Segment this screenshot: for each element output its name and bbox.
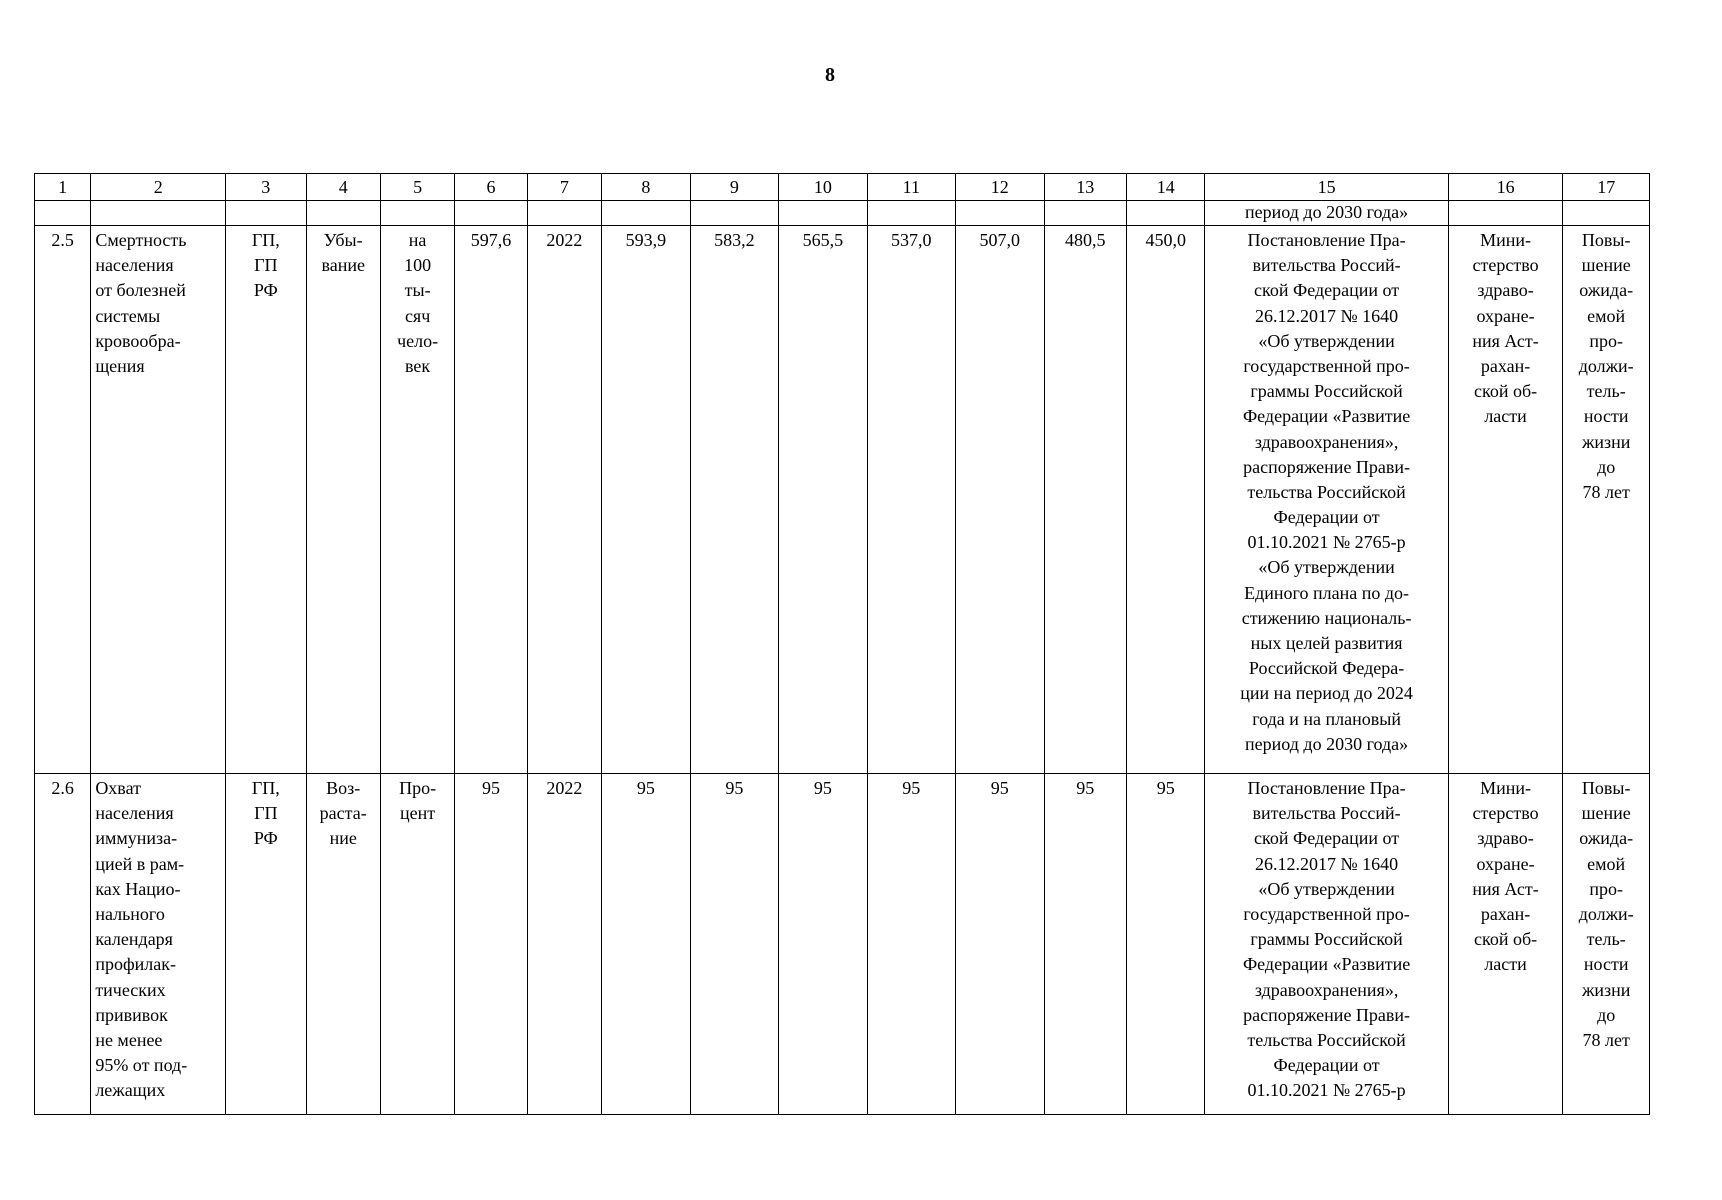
unit-line: Про- bbox=[399, 778, 437, 798]
legal-document-line: период до 2030 года» bbox=[1245, 733, 1409, 754]
legal-document-line: государственной про- bbox=[1243, 355, 1410, 376]
column-number-3: 3 bbox=[226, 174, 306, 201]
direction-line: ние bbox=[329, 828, 357, 849]
responsible-body-line: ласти bbox=[1484, 406, 1527, 427]
legal-document-line: «Об утверждении bbox=[1258, 557, 1395, 578]
legal-document bbox=[1205, 774, 1448, 1115]
indicator-name-line: цией в рам- bbox=[95, 853, 185, 874]
unit-line: 100 bbox=[404, 255, 432, 276]
source-type bbox=[226, 226, 306, 774]
direction-line: раста- bbox=[319, 803, 367, 824]
goal-line: про- bbox=[1589, 330, 1623, 351]
legal-document-line: государственной про- bbox=[1243, 903, 1410, 924]
responsible-body-line: ния Аст- bbox=[1472, 878, 1539, 899]
goal-line: тель- bbox=[1586, 929, 1626, 950]
empty-cell bbox=[1563, 201, 1650, 226]
column-number-9: 9 bbox=[690, 174, 778, 201]
goal-line: ожида- bbox=[1579, 280, 1634, 301]
legal-document-line: здравоохранения», bbox=[1254, 431, 1399, 452]
indicator-name bbox=[91, 226, 226, 774]
direction-line: вание bbox=[321, 255, 365, 276]
indicator-name-line: населения bbox=[95, 803, 174, 824]
responsible-body-line: ской об- bbox=[1474, 381, 1538, 402]
goal-line: шение bbox=[1581, 255, 1631, 276]
empty-cell bbox=[455, 201, 527, 226]
row-number: 2.5 bbox=[35, 226, 91, 774]
indicator-name-line: населения bbox=[95, 255, 174, 276]
target-value: 95 bbox=[956, 774, 1044, 1115]
empty-cell bbox=[1126, 201, 1204, 226]
column-number-7: 7 bbox=[527, 174, 601, 201]
indicator-name-line: не менее bbox=[95, 1029, 163, 1050]
goal bbox=[1563, 226, 1650, 774]
indicator-name-line: календаря bbox=[95, 929, 173, 950]
unit-line: ты- bbox=[404, 280, 431, 301]
target-value: 537,0 bbox=[867, 226, 955, 774]
legal-document-line: ции на период до 2024 bbox=[1240, 683, 1413, 704]
empty-cell bbox=[1044, 201, 1126, 226]
direction bbox=[306, 774, 380, 1115]
table-body bbox=[35, 174, 1650, 1115]
empty-cell bbox=[779, 201, 867, 226]
empty-cell bbox=[867, 201, 955, 226]
legal-document-line: 26.12.2017 № 1640 bbox=[1254, 305, 1399, 326]
row-number: 2.6 bbox=[35, 774, 91, 1115]
indicator-name-line: ках Нацио- bbox=[95, 878, 181, 899]
legal-document-line: граммы Российской bbox=[1250, 381, 1403, 402]
goal-line: Повы- bbox=[1581, 230, 1631, 250]
legal-document-line: граммы Российской bbox=[1250, 929, 1403, 950]
column-number-2: 2 bbox=[91, 174, 226, 201]
goal-line: 78 лет bbox=[1582, 481, 1630, 502]
indicator-name-line: иммуниза- bbox=[95, 828, 178, 849]
continuation-row bbox=[35, 201, 1650, 226]
responsible-body-line: рахан- bbox=[1480, 903, 1531, 924]
responsible-body bbox=[1448, 774, 1563, 1115]
responsible-body-line: стерство bbox=[1472, 255, 1539, 276]
column-number-12: 12 bbox=[956, 174, 1044, 201]
legal-document-line: ской Федерации от bbox=[1254, 280, 1400, 301]
source-type-line: ГП, bbox=[251, 778, 280, 798]
column-number-6: 6 bbox=[455, 174, 527, 201]
goal-line: шение bbox=[1581, 803, 1631, 824]
goal-line: должи- bbox=[1578, 903, 1634, 924]
target-value: 450,0 bbox=[1126, 226, 1204, 774]
column-number-row bbox=[35, 174, 1650, 201]
column-number-8: 8 bbox=[602, 174, 690, 201]
legal-document-line: года и на плановый bbox=[1252, 708, 1401, 729]
target-value: 583,2 bbox=[690, 226, 778, 774]
empty-cell bbox=[1448, 201, 1563, 226]
indicator-name-line: кровообра- bbox=[95, 330, 181, 351]
legal-document-line: Постановление Пра- bbox=[1247, 230, 1406, 250]
target-value: 95 bbox=[779, 774, 867, 1115]
responsible-body-line: охране- bbox=[1476, 305, 1535, 326]
target-value: 95 bbox=[1044, 774, 1126, 1115]
indicator-name-line: прививок bbox=[95, 1004, 168, 1025]
responsible-body-line: охране- bbox=[1476, 853, 1535, 874]
legal-document-line: ской Федерации от bbox=[1254, 828, 1400, 849]
direction bbox=[306, 226, 380, 774]
source-type-line: РФ bbox=[253, 280, 278, 301]
column-number-10: 10 bbox=[779, 174, 867, 201]
goal-line: про- bbox=[1589, 878, 1623, 899]
goal-line: до bbox=[1597, 1004, 1616, 1025]
legal-document-line: «Об утверждении bbox=[1258, 878, 1395, 899]
source-type-line: ГП, bbox=[251, 230, 280, 250]
empty-cell bbox=[380, 201, 454, 226]
unit-line: цент bbox=[400, 803, 436, 824]
unit-line: чело- bbox=[397, 330, 439, 351]
legal-document-line: тельства Российской bbox=[1247, 1029, 1406, 1050]
responsible-body-line: Мини- bbox=[1480, 778, 1532, 798]
goal-line: емой bbox=[1587, 305, 1626, 326]
column-number-17: 17 bbox=[1563, 174, 1650, 201]
target-value: 507,0 bbox=[956, 226, 1044, 774]
target-value: 95 bbox=[690, 774, 778, 1115]
target-value: 565,5 bbox=[779, 226, 867, 774]
legal-document-line: здравоохранения», bbox=[1254, 979, 1399, 1000]
legal-document-line: 26.12.2017 № 1640 bbox=[1254, 853, 1399, 874]
indicator-table bbox=[34, 173, 1650, 1115]
goal bbox=[1563, 774, 1650, 1115]
responsible-body-line: ния Аст- bbox=[1472, 330, 1539, 351]
legal-document-line: «Об утверждении bbox=[1258, 330, 1395, 351]
column-number-15: 15 bbox=[1205, 174, 1448, 201]
column-number-1: 1 bbox=[35, 174, 91, 201]
goal-line: ности bbox=[1583, 954, 1629, 975]
indicator-name-line: тических bbox=[95, 979, 166, 1000]
responsible-body-line: ласти bbox=[1484, 954, 1527, 975]
continuation-text: период до 2030 года» bbox=[1205, 201, 1448, 226]
unit-line: век bbox=[405, 355, 431, 376]
goal-line: тель- bbox=[1586, 381, 1626, 402]
legal-document-line: 01.10.2021 № 2765-р bbox=[1247, 532, 1406, 553]
table-row bbox=[35, 774, 1650, 1115]
target-value: 480,5 bbox=[1044, 226, 1126, 774]
legal-document-line: распоряжение Прави- bbox=[1243, 1004, 1411, 1025]
column-number-11: 11 bbox=[867, 174, 955, 201]
responsible-body-line: Мини- bbox=[1480, 230, 1532, 250]
indicator-name-line: Охват bbox=[95, 778, 141, 798]
legal-document-line: Федерации от bbox=[1273, 1055, 1380, 1076]
empty-cell bbox=[956, 201, 1044, 226]
target-value: 593,9 bbox=[602, 226, 690, 774]
goal-line: ности bbox=[1583, 406, 1629, 427]
direction-line: Убы- bbox=[323, 230, 363, 250]
legal-document-line: Федерации «Развитие bbox=[1242, 406, 1411, 427]
unit-line: сяч bbox=[404, 305, 431, 326]
base-year: 2022 bbox=[527, 774, 601, 1115]
legal-document-line: Единого плана по до- bbox=[1244, 582, 1410, 603]
legal-document-line: Российской Федера- bbox=[1248, 658, 1405, 679]
empty-cell bbox=[690, 201, 778, 226]
legal-document-line: Федерации от bbox=[1273, 507, 1380, 528]
legal-document-line: Федерации «Развитие bbox=[1242, 954, 1411, 975]
column-number-13: 13 bbox=[1044, 174, 1126, 201]
empty-cell bbox=[226, 201, 306, 226]
goal-line: емой bbox=[1587, 853, 1626, 874]
legal-document-line: Постановление Пра- bbox=[1247, 778, 1406, 798]
unit bbox=[380, 226, 454, 774]
base-year: 2022 bbox=[527, 226, 601, 774]
goal-line: Повы- bbox=[1581, 778, 1631, 798]
source-type-line: ГП bbox=[254, 803, 278, 824]
legal-document-line: тельства Российской bbox=[1247, 481, 1406, 502]
goal-line: 78 лет bbox=[1582, 1029, 1630, 1050]
empty-cell bbox=[91, 201, 226, 226]
indicator-name-line: Смертность bbox=[95, 230, 187, 250]
base-value: 597,6 bbox=[455, 226, 527, 774]
indicator-name-line: 95% от под- bbox=[95, 1055, 188, 1076]
legal-document-line: 01.10.2021 № 2765-р bbox=[1247, 1080, 1406, 1101]
responsible-body bbox=[1448, 226, 1563, 774]
legal-document bbox=[1205, 226, 1448, 774]
legal-document-line: ных целей развития bbox=[1250, 633, 1403, 653]
source-type-line: РФ bbox=[253, 828, 278, 849]
empty-cell bbox=[527, 201, 601, 226]
page-number: 8 bbox=[825, 64, 835, 86]
indicator-name bbox=[91, 774, 226, 1115]
column-number-5: 5 bbox=[380, 174, 454, 201]
empty-cell bbox=[306, 201, 380, 226]
goal-line: ожида- bbox=[1579, 828, 1634, 849]
goal-line: до bbox=[1597, 456, 1616, 477]
base-value: 95 bbox=[455, 774, 527, 1115]
goal-line: жизни bbox=[1581, 979, 1631, 1000]
indicator-name-line: лежащих bbox=[95, 1080, 166, 1101]
indicator-name-line: системы bbox=[95, 305, 161, 326]
indicator-name-line: нального bbox=[95, 903, 165, 924]
goal-line: жизни bbox=[1581, 431, 1631, 452]
legal-document-line: вительства Россий- bbox=[1252, 803, 1401, 824]
empty-cell bbox=[35, 201, 91, 226]
column-number-4: 4 bbox=[306, 174, 380, 201]
legal-document-line: стижению националь- bbox=[1241, 607, 1412, 628]
legal-document-line: распоряжение Прави- bbox=[1243, 456, 1411, 477]
indicator-name-line: профилак- bbox=[95, 954, 176, 975]
source-type bbox=[226, 774, 306, 1115]
responsible-body-line: рахан- bbox=[1480, 355, 1531, 376]
responsible-body-line: ской об- bbox=[1474, 929, 1538, 950]
indicator-name-line: от болезней bbox=[95, 280, 186, 301]
target-value: 95 bbox=[1126, 774, 1204, 1115]
direction-line: Воз- bbox=[326, 778, 361, 798]
table-row bbox=[35, 226, 1650, 774]
legal-document-line: вительства Россий- bbox=[1252, 255, 1401, 276]
source-type-line: ГП bbox=[254, 255, 278, 276]
target-value: 95 bbox=[867, 774, 955, 1115]
responsible-body-line: стерство bbox=[1472, 803, 1539, 824]
column-number-16: 16 bbox=[1448, 174, 1563, 201]
column-number-14: 14 bbox=[1126, 174, 1204, 201]
unit-line: на bbox=[408, 230, 427, 250]
unit bbox=[380, 774, 454, 1115]
responsible-body-line: здраво- bbox=[1477, 828, 1534, 849]
empty-cell bbox=[602, 201, 690, 226]
indicator-name-line: щения bbox=[95, 355, 145, 376]
responsible-body-line: здраво- bbox=[1477, 280, 1534, 301]
target-value: 95 bbox=[602, 774, 690, 1115]
goal-line: должи- bbox=[1578, 355, 1634, 376]
